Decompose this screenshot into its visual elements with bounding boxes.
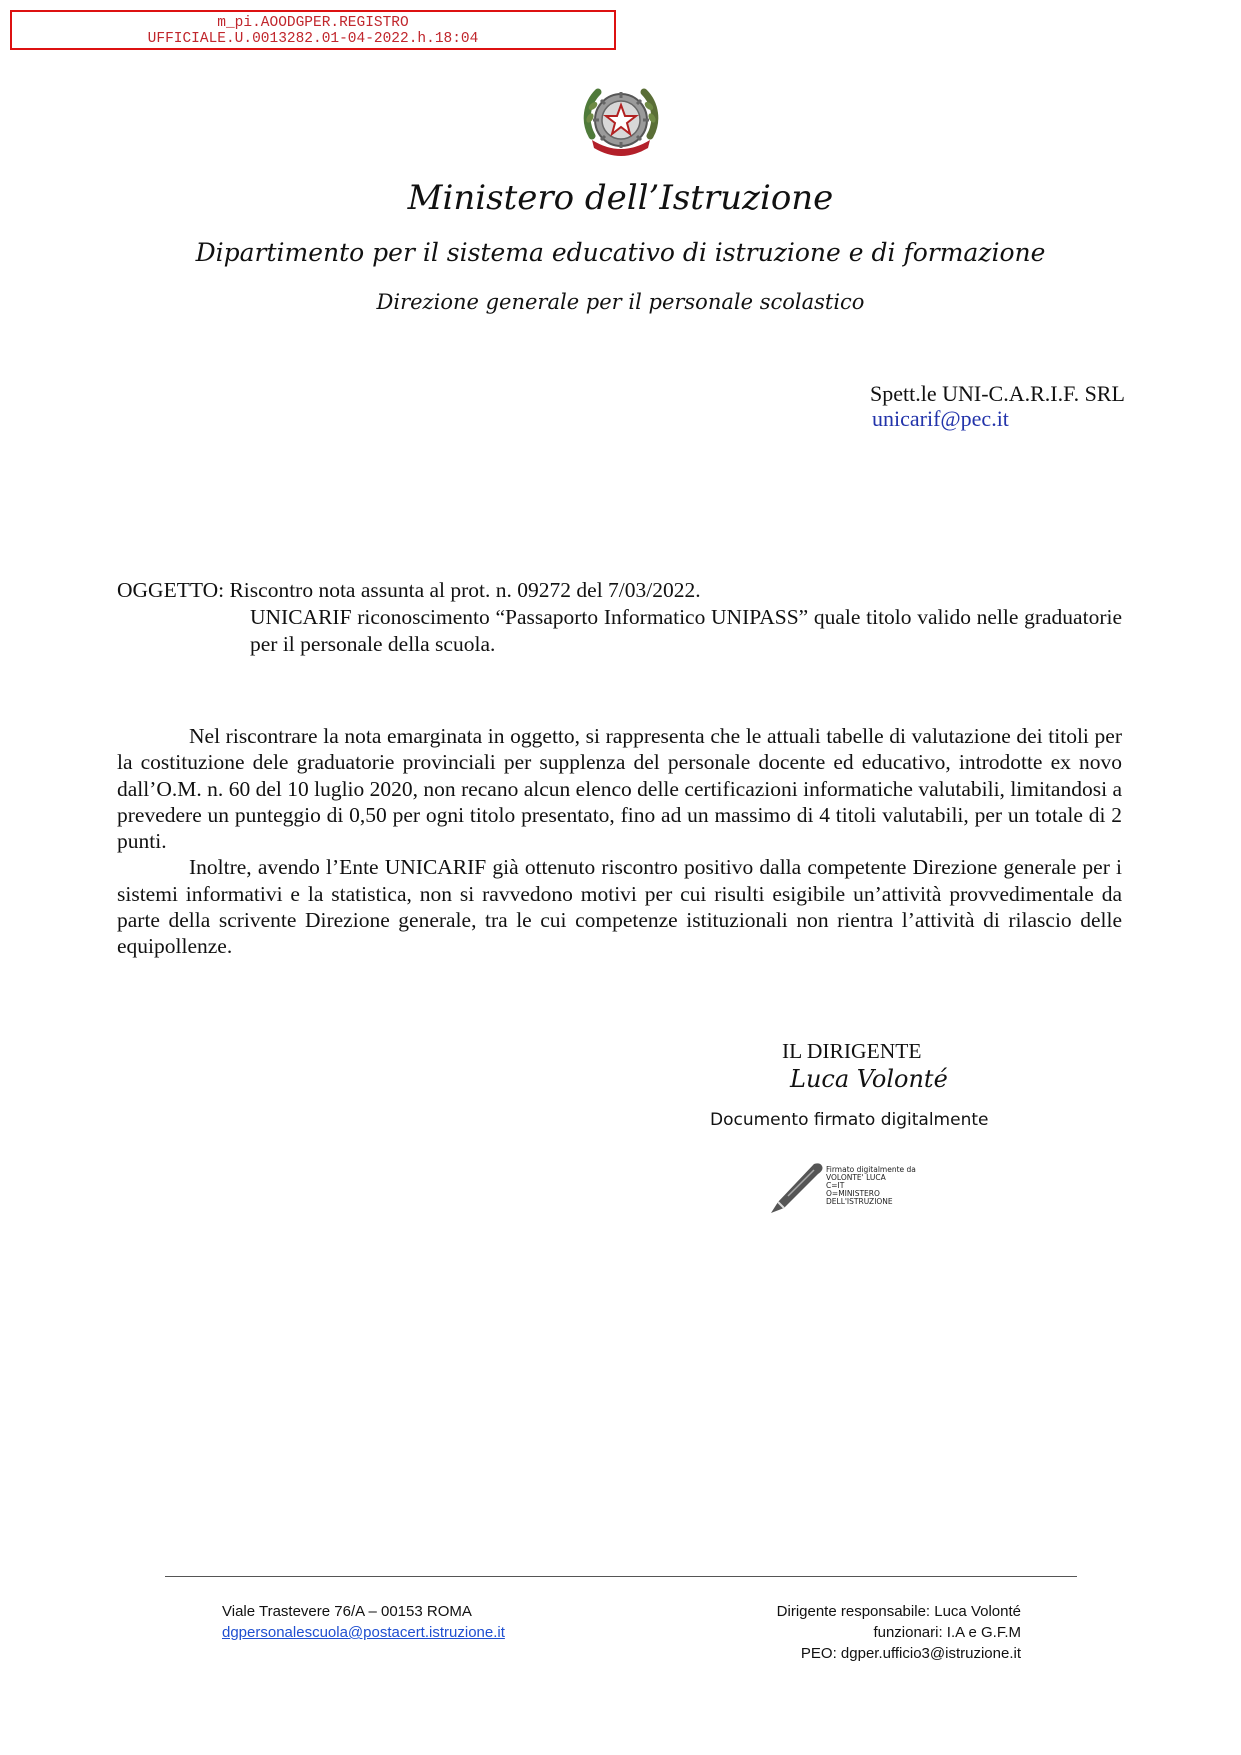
footer-pec-link[interactable]: dgpersonalescuola@postacert.istruzione.it (222, 1624, 505, 1641)
footer-responsible: Dirigente responsabile: Luca Volonté (776, 1603, 1021, 1620)
digital-signature-text (826, 1166, 916, 1206)
repubblica-italiana-emblem-icon (578, 78, 664, 164)
digital-signature (766, 1158, 926, 1218)
footer-left (222, 1601, 505, 1643)
digital-line: Firmato digitalmente da (826, 1165, 916, 1174)
signature-role: IL DIRIGENTE (782, 1039, 922, 1063)
footer-officers: funzionari: I.A e G.F.M (873, 1624, 1021, 1641)
footer-address: Viale Trastevere 76/A – 00153 ROMA (222, 1603, 472, 1620)
digital-line: C=IT (826, 1181, 845, 1190)
subject-line1: Riscontro nota assunta al prot. n. 09272 del 7/03/2022. (229, 578, 701, 602)
protocol-stamp-line2: UFFICIALE.U.0013282.01-04-2022.h.18:04 (147, 31, 479, 47)
body-paragraph-1: Nel riscontrare la nota emarginata in oggetto, si rappresenta che le attuali tabelle di valutazione dei titoli per la costituzione dele graduatorie provinciali per supplenza del personale docente ed educativo, introdotte ex novo dall’O.M. n. 60 del 10 luglio 2020, non recano alcun elenco delle certificazioni informatiche valutabili, limitandosi a prevedere un punteggio di 0,50 per ogni titolo presentato, fino ad un massimo di 4 titoli valutabili, per un totale di 2 punti. (117, 724, 1122, 854)
letter-body (117, 723, 1122, 960)
signature-note: Documento firmato digitalmente (710, 1110, 989, 1130)
recipient-block (870, 381, 1125, 431)
protocol-stamp (10, 10, 616, 50)
subject-block (117, 577, 1122, 656)
protocol-stamp-line1: m_pi.AOODGPER.REGISTRO (217, 15, 409, 31)
recipient-email[interactable]: unicarif@pec.it (872, 406, 1009, 431)
subject-line2: UNICARIF riconoscimento “Passaporto Informatico UNIPASS” quale titolo valido nelle graduatorie per il personale della scuola. (250, 605, 1122, 656)
footer-right (700, 1601, 1021, 1664)
footer-peo: PEO: dgper.ufficio3@istruzione.it (800, 1645, 1021, 1662)
recipient-name: Spett.le UNI-C.A.R.I.F. SRL (870, 381, 1125, 406)
digital-line: VOLONTE' LUCA (826, 1173, 886, 1182)
directorate-title: Direzione generale per il personale scolastico (376, 290, 865, 314)
digital-line: DELL'ISTRUZIONE (826, 1197, 893, 1206)
body-paragraph-2: Inoltre, avendo l’Ente UNICARIF già ottenuto riscontro positivo dalla competente Direzione generale per i sistemi informativi e la statistica, non si ravvedono motivi per cui risulti esigibile un’attività provvedimentale da parte della scrivente Direzione generale, tra le cui competenze istituzionali non rientra l’attività di rilascio delle equipollenze. (117, 855, 1122, 959)
signature-name: Luca Volonté (790, 1065, 948, 1093)
pen-signature-icon (766, 1158, 826, 1218)
digital-line: O=MINISTERO (826, 1189, 880, 1198)
department-title: Dipartimento per il sistema educativo di istruzione e di formazione (195, 238, 1046, 267)
ministry-title: Ministero dell’Istruzione (407, 178, 834, 218)
subject-label: OGGETTO: (117, 578, 225, 602)
footer-divider (165, 1576, 1077, 1577)
